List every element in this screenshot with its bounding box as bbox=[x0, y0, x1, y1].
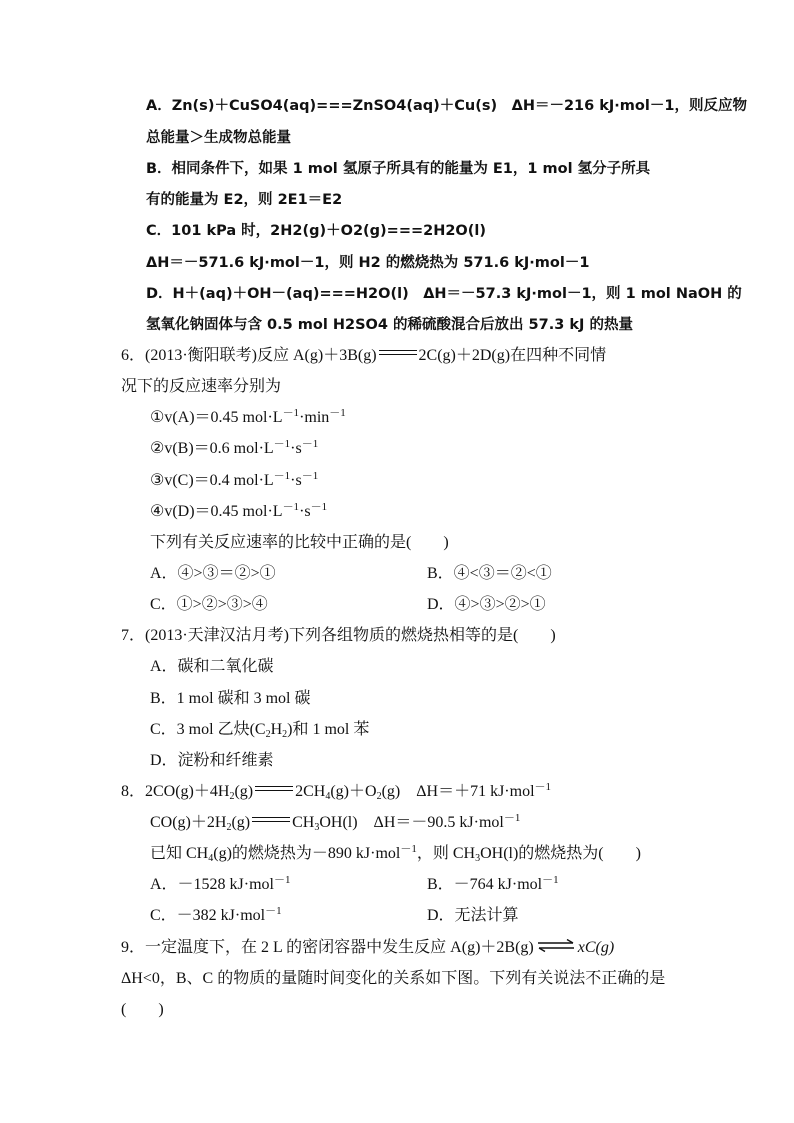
q5-option-b-line2: 有的能量为 E2，则 2E1＝E2 bbox=[146, 192, 343, 208]
q6-option-a[interactable]: A．④>③＝②>① bbox=[150, 565, 276, 582]
q8-option-d[interactable]: D．无法计算 bbox=[427, 907, 519, 924]
q7-option-b[interactable]: B．1 mol 碳和 3 mol 碳 bbox=[150, 690, 311, 707]
q8-option-c[interactable]: C．－382 kJ·mol$^{-1}$ bbox=[150, 905, 282, 924]
q8-equation-1: 8．$2CO(g)+4H_2(g)$ $2CH_4(g)+O_2(g)$ ΔH＝＋71 kJ·mol$^{-1}$ bbox=[121, 781, 552, 802]
q5-option-a-line2: 总能量＞生成物总能量 bbox=[146, 130, 291, 146]
q7-option-c[interactable]: C．3 mol 乙炔$(C_2H_2)$和 1 mol 苯 bbox=[150, 721, 370, 740]
q7-option-d[interactable]: D．淀粉和纤维素 bbox=[150, 752, 274, 769]
q9-stem-line2: ΔH<0，B、C 的物质的量随时间变化的关系如下图。下列有关说法不正确的是 bbox=[121, 970, 666, 987]
reversible-arrow-icon bbox=[537, 939, 575, 953]
q6-option-c[interactable]: C．①>②>③>④ bbox=[150, 596, 268, 613]
q9-stem-line3: ( ) bbox=[121, 1001, 164, 1018]
q6-stem-line2: 况下的反应速率分别为 bbox=[121, 378, 282, 395]
q6-question: 下列有关反应速率的比较中正确的是( ) bbox=[150, 534, 449, 551]
q6-option-b[interactable]: B．④<③＝②<① bbox=[427, 565, 552, 582]
equals-double-line-icon bbox=[252, 814, 290, 826]
q6-rate-1: ①v(A)＝0.45 $mol\cdot L^{-1}\cdot\min^{-1}$ bbox=[150, 407, 346, 426]
q5-option-c-line2: ΔH＝－571.6 kJ·mol－1，则 H2 的燃烧热为 571.6 kJ·mol－1 bbox=[146, 255, 590, 271]
q6-rate-3: ③v(C)＝0.4 $mol\cdot L^{-1}\cdot s^{-1}$ bbox=[150, 470, 319, 489]
q8-question: 已知 $CH_4(g)$的燃烧热为－890 kJ·mol$^{-1}$，则 $CH_3OH(l)$的燃烧热为( ) bbox=[150, 843, 641, 864]
q5-option-a-line1: A．Zn(s)＋CuSO4(aq)===ZnSO4(aq)＋Cu(s) ΔH＝－216 kJ·mol－1，则反应物 bbox=[146, 98, 747, 114]
q5-option-d-line1: D．H＋(aq)＋OH－(aq)===H2O(l) ΔH＝－57.3 kJ·mol－1，则 1 mol NaOH 的 bbox=[146, 286, 742, 302]
equals-double-line-icon bbox=[255, 783, 293, 795]
q9-stem-line1: 9．一定温度下，在 2 L 的密闭容器中发生反应 A(g)＋2B(g) xC(g) bbox=[121, 939, 615, 956]
q6-rate-2: ②v(B)＝0.6 $mol\cdot L^{-1}\cdot s^{-1}$ bbox=[150, 438, 319, 457]
q8-option-a[interactable]: A．－1528 kJ·mol$^{-1}$ bbox=[150, 874, 291, 893]
q5-option-d-line2: 氢氧化钠固体与含 0.5 mol H2SO4 的稀硫酸混合后放出 57.3 kJ 的热量 bbox=[146, 317, 633, 333]
q6-option-d[interactable]: D．④>③>②>① bbox=[427, 596, 546, 613]
q6-rate-4: ④v(D)＝0.45 $mol\cdot L^{-1}\cdot s^{-1}$ bbox=[150, 501, 328, 520]
q7-option-a[interactable]: A．碳和二氧化碳 bbox=[150, 658, 274, 675]
q5-option-b-line1: B．相同条件下，如果 1 mol 氢原子所具有的能量为 E1，1 mol 氢分子所具 bbox=[146, 161, 651, 177]
q8-equation-2: $CO(g)+2H_2(g)$ $CH_3OH(l)$ ΔH＝－90.5 kJ·mol$^{-1}$ bbox=[150, 812, 521, 833]
yields-double-line-icon bbox=[379, 347, 417, 359]
q5-option-c-line1: C．101 kPa 时，2H2(g)＋O2(g)===2H2O(l) bbox=[146, 223, 486, 239]
q8-option-b[interactable]: B．－764 kJ·mol$^{-1}$ bbox=[427, 874, 559, 893]
q6-stem-line1: 6．(2013·衡阳联考)反应 A(g)＋3B(g) 2C(g)＋2D(g)在四种不同情 bbox=[121, 347, 607, 364]
q7-stem: 7．(2013·天津汉沽月考)下列各组物质的燃烧热相等的是( ) bbox=[121, 627, 556, 644]
